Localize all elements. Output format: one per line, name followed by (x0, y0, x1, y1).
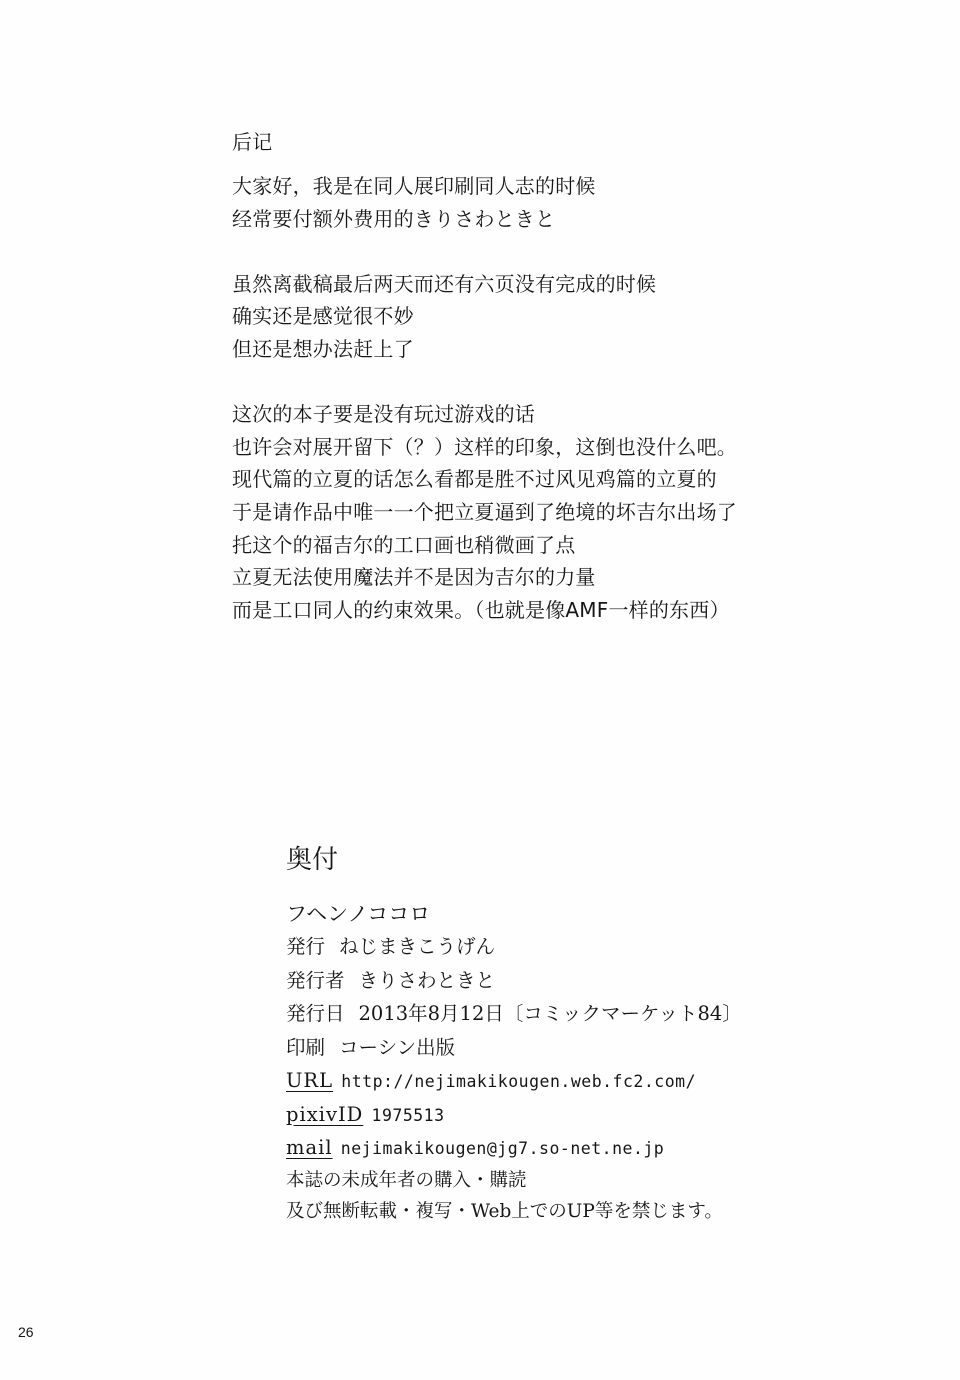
pixiv-label: pixivID (286, 1102, 364, 1126)
author-label: 発行者 (286, 968, 345, 992)
url-value: http://nejimakikougen.web.fc2.com/ (341, 1072, 697, 1091)
mail-label: mail (286, 1136, 333, 1159)
afterword-title: 后记 (232, 130, 273, 154)
mail-row (286, 1131, 846, 1165)
book-title: フヘンノココロ (286, 902, 431, 926)
afterword-line: 虽然离截稿最后两天而还有六页没有完成的时候 (232, 271, 657, 296)
afterword-line: 大家好，我是在同人展印刷同人志的时候 (232, 174, 596, 198)
afterword-section (232, 124, 832, 626)
author-row (286, 964, 846, 998)
author-value: きりさわときと (358, 968, 496, 992)
afterword-line: 而是工口同人的约束效果。（也就是像AMF一样的东西） (232, 597, 730, 622)
afterword-line: 于是请作品中唯一一个把立夏逼到了绝境的坏吉尔出场了 (232, 499, 737, 524)
mail-value: nejimakikougen@jg7.so-net.ne.jp (340, 1139, 665, 1158)
printer-value: コーシン出版 (339, 1035, 456, 1059)
date-label: 発行日 (286, 1002, 345, 1025)
colophon-heading: 奥付 (286, 845, 339, 875)
afterword-line: 这次的本子要是没有玩过游戏的话 (232, 402, 535, 427)
pixiv-value: 1975513 (371, 1105, 445, 1125)
date-value: 2013年8月12日〔コミックマーケット84〕 (358, 1002, 742, 1025)
colophon-section (286, 838, 846, 1227)
publisher-value: ねじまきこうげん (339, 935, 496, 958)
printer-label: 印刷 (286, 1035, 326, 1059)
url-label: URL (286, 1069, 334, 1092)
page-number: 26 (18, 1324, 34, 1340)
afterword-line: 经常要付额外费用的きりさわときと (232, 206, 556, 231)
afterword-line: 但还是想办法赶上了 (232, 336, 414, 361)
afterword-line: 也许会对展开留下（？）这样的印象，这倒也没什么吧。 (232, 434, 737, 459)
publisher-row (286, 930, 846, 964)
notice-line: 及び無断転載・複写・Web上でのUP等を禁じます。 (286, 1200, 723, 1222)
afterword-line: 确实还是感觉很不妙 (232, 304, 414, 329)
afterword-line: 立夏无法使用魔法并不是因为吉尔的力量 (232, 565, 596, 590)
pixiv-row (286, 1098, 846, 1132)
afterword-line: 托这个的福吉尔的工口画也稍微画了点 (232, 532, 576, 557)
publisher-label: 発行 (286, 935, 326, 958)
date-row (286, 997, 846, 1031)
url-row (286, 1064, 846, 1098)
printer-row (286, 1031, 846, 1065)
notice-line: 本誌の未成年者の購入・購読 (286, 1169, 527, 1191)
afterword-line: 现代篇的立夏的话怎么看都是胜不过风见鸡篇的立夏的 (232, 467, 717, 492)
